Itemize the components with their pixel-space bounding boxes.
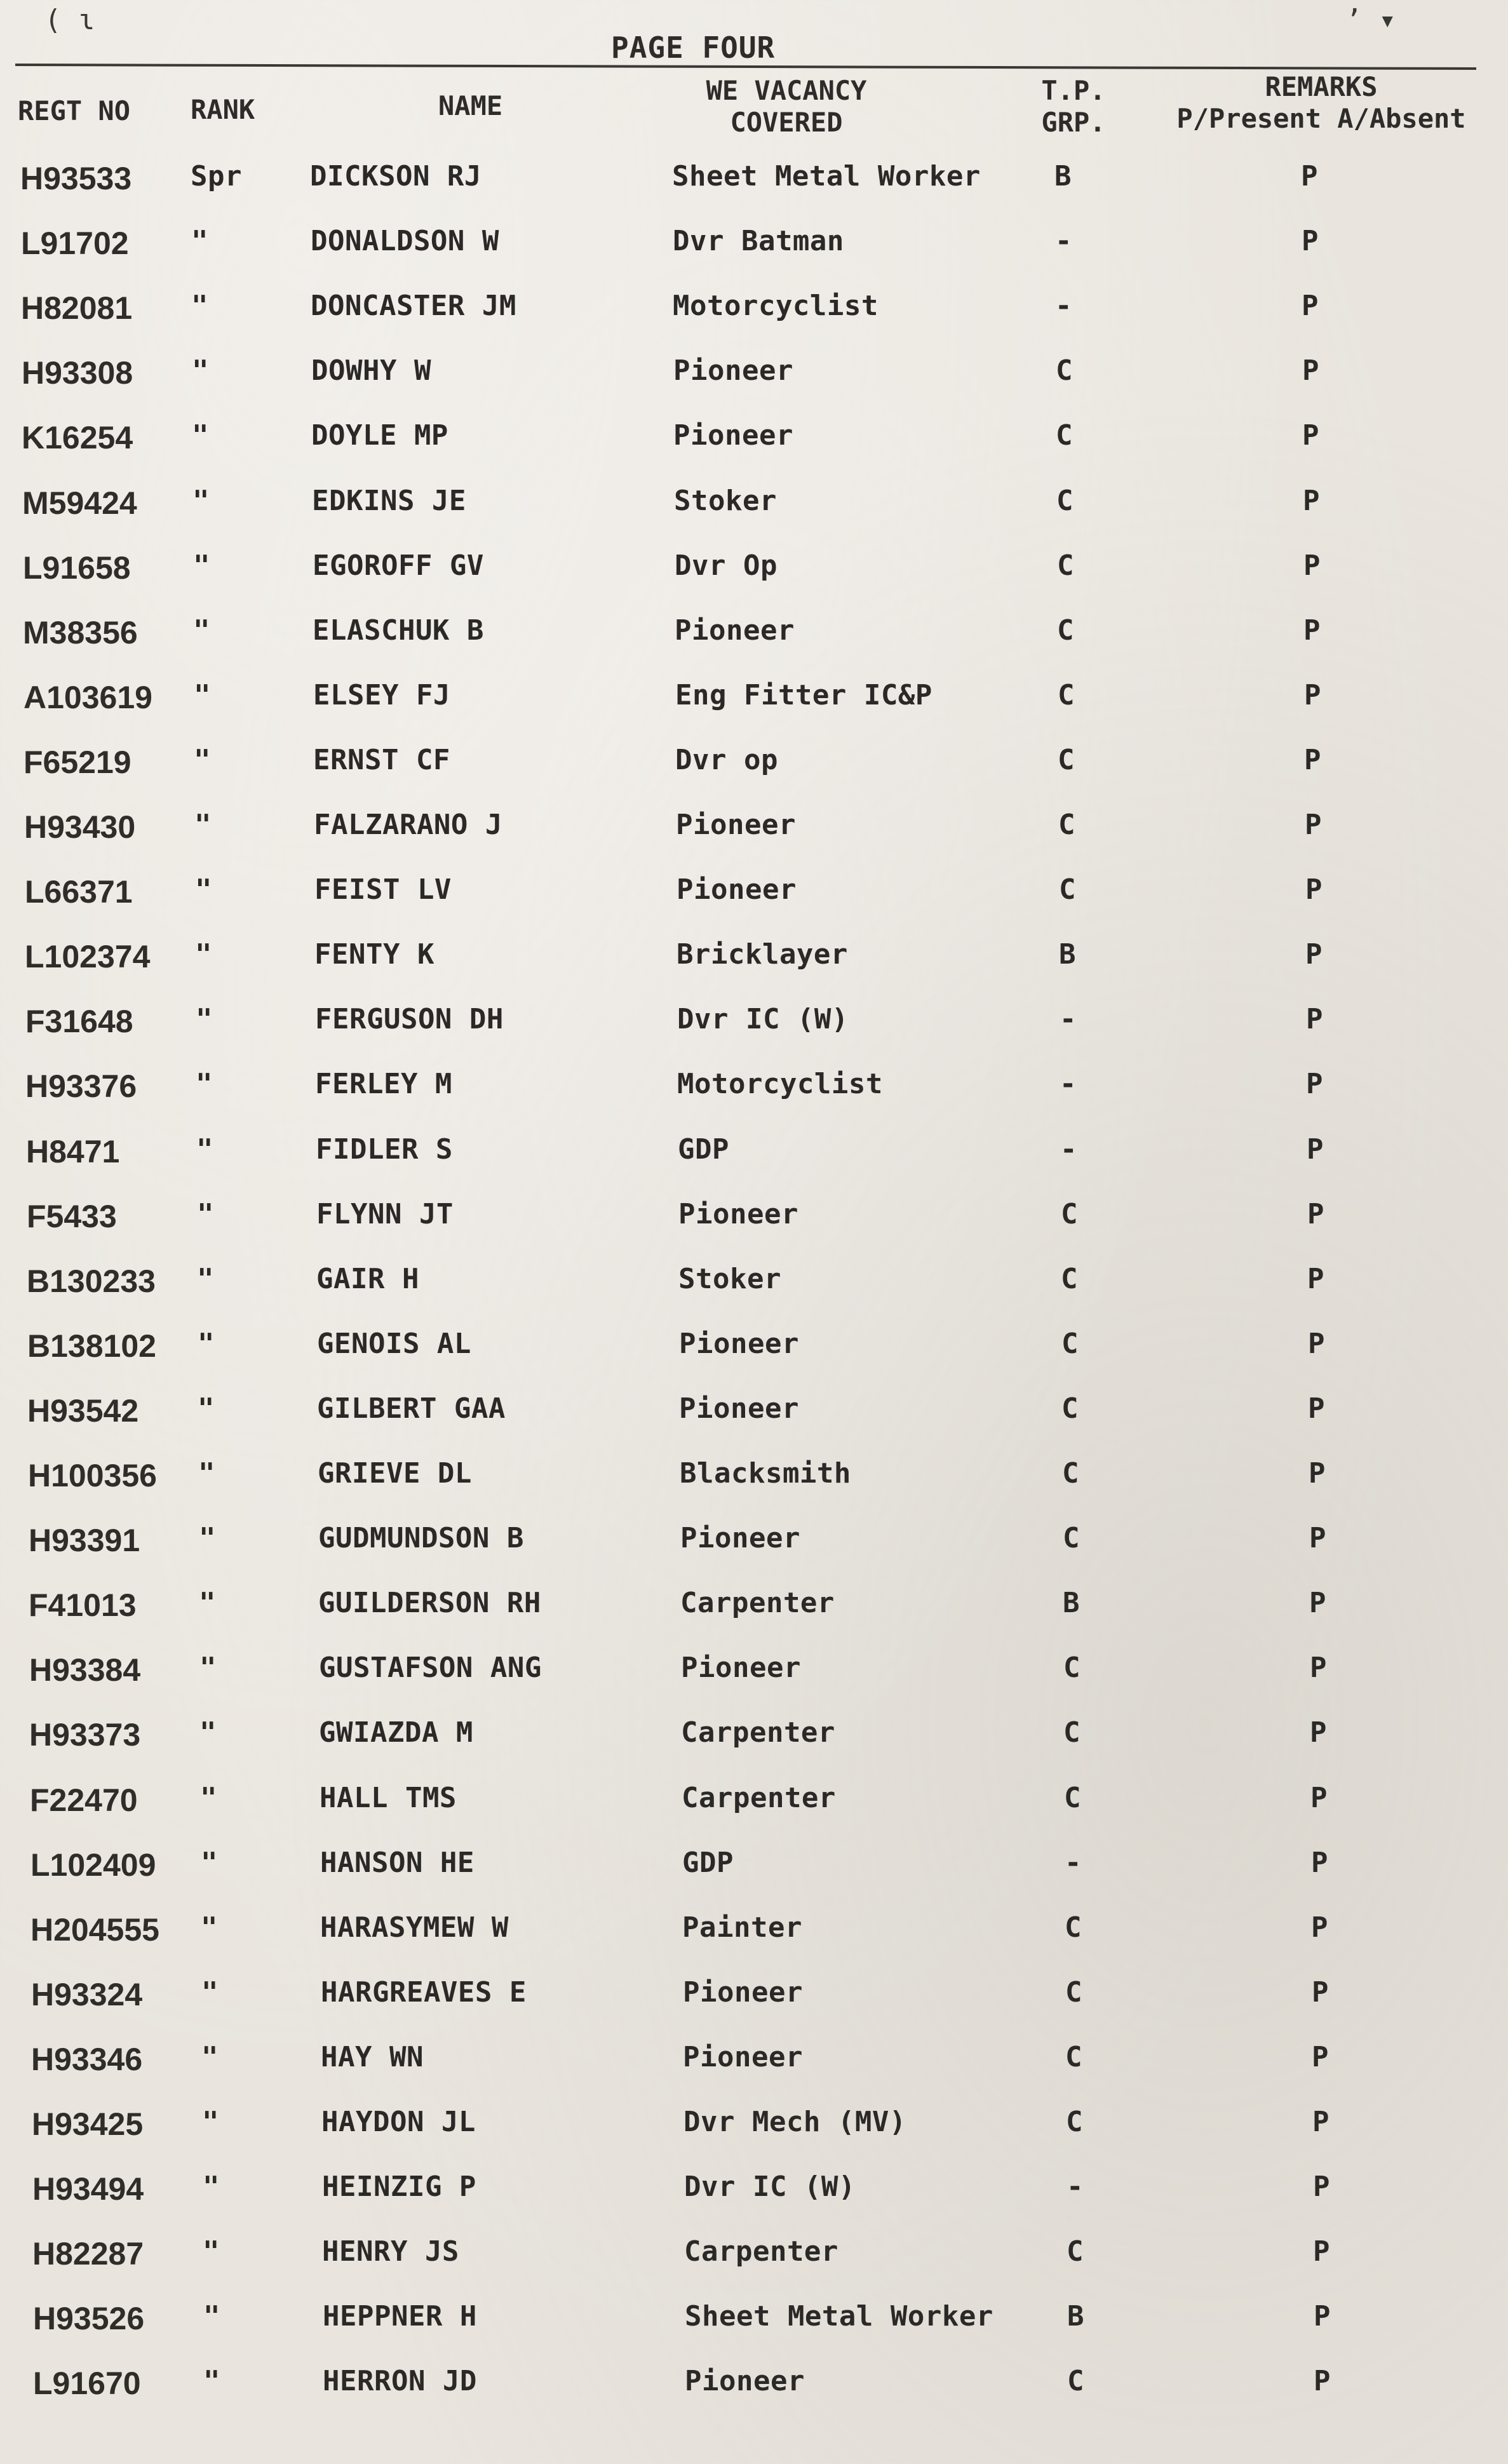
rank-cell: " <box>197 1198 214 1230</box>
remark-cell: P <box>1302 354 1319 387</box>
rank-cell: " <box>198 1328 215 1360</box>
vacancy-cell: Pioneer <box>680 1522 800 1554</box>
table-row <box>6 1198 1508 1255</box>
name-cell: FEIST LV <box>314 873 452 906</box>
remark-cell: P <box>1310 1652 1327 1684</box>
remark-cell: P <box>1313 2235 1330 2268</box>
remark-cell: P <box>1312 1976 1329 2009</box>
table-row <box>7 1328 1508 1385</box>
rank-cell: " <box>198 1392 215 1425</box>
name-cell: GUSTAFSON ANG <box>319 1652 542 1684</box>
rank-cell: " <box>203 2235 220 2268</box>
grp-cell: C <box>1065 1976 1082 2009</box>
grp-cell: C <box>1056 354 1073 387</box>
vacancy-cell: Bricklayer <box>677 938 848 971</box>
rank-cell: " <box>201 1976 219 2009</box>
remark-cell: P <box>1307 1198 1324 1230</box>
table-row <box>3 549 1508 607</box>
remark-cell: P <box>1312 2106 1330 2138</box>
table-row <box>10 1911 1508 1969</box>
table-row <box>11 1976 1508 2033</box>
remark-cell: P <box>1308 1328 1325 1360</box>
vacancy-cell: Carpenter <box>684 2235 838 2268</box>
table-row <box>2 485 1508 542</box>
header-regt-no: REGT NO <box>18 95 131 126</box>
remark-cell: P <box>1304 679 1321 711</box>
grp-cell: C <box>1061 1263 1078 1295</box>
grp-cell: C <box>1061 1392 1079 1425</box>
vacancy-cell: Painter <box>682 1911 802 1944</box>
table-row <box>0 160 1508 217</box>
table-row <box>4 809 1508 866</box>
remark-cell: P <box>1307 1133 1324 1166</box>
vacancy-cell: Pioneer <box>673 354 793 387</box>
vacancy-cell: Pioneer <box>676 809 796 841</box>
table-row <box>8 1457 1508 1514</box>
vacancy-cell: GDP <box>678 1133 729 1166</box>
regt-no-cell: A103619 <box>24 680 152 715</box>
rank-cell: " <box>191 225 208 257</box>
regt-no-cell: H93391 <box>29 1523 140 1558</box>
table-row <box>4 938 1508 995</box>
grp-cell: C <box>1063 1652 1081 1684</box>
name-cell: FALZARANO J <box>314 809 502 841</box>
vacancy-cell: Carpenter <box>680 1587 835 1619</box>
regt-no-cell: H93494 <box>32 2171 144 2207</box>
vacancy-cell: Pioneer <box>678 1198 798 1230</box>
name-cell: GAIR H <box>316 1263 419 1295</box>
name-cell: HENRY JS <box>322 2235 459 2268</box>
regt-no-cell: H93425 <box>32 2106 144 2142</box>
rank-cell: " <box>198 1457 215 1490</box>
rank-cell: " <box>193 549 210 582</box>
regt-no-cell: M59424 <box>22 485 137 521</box>
remark-cell: P <box>1305 938 1323 971</box>
vacancy-cell: Carpenter <box>682 1782 836 1814</box>
table-row <box>1 225 1508 282</box>
grp-cell: C <box>1056 419 1073 452</box>
header-grp-line2: GRP. <box>1041 107 1106 138</box>
name-cell: FENTY K <box>314 938 434 971</box>
rank-cell: " <box>203 2300 220 2333</box>
grp-cell: B <box>1059 938 1076 971</box>
name-cell: FERLEY M <box>315 1068 452 1100</box>
vacancy-cell: Dvr IC (W) <box>677 1003 849 1035</box>
rank-cell: " <box>202 2106 219 2138</box>
grp-cell: C <box>1057 549 1074 582</box>
rank-cell: " <box>199 1716 217 1749</box>
rank-cell: " <box>196 1003 213 1035</box>
regt-no-cell: H93430 <box>24 809 136 845</box>
regt-no-cell: L91670 <box>33 2366 141 2401</box>
name-cell: DONALDSON W <box>311 225 499 257</box>
vacancy-cell: Blacksmith <box>680 1457 851 1490</box>
table-row <box>8 1587 1508 1644</box>
regt-no-cell: F65219 <box>24 744 131 780</box>
regt-no-cell: B130233 <box>27 1263 156 1299</box>
name-cell: GRIEVE DL <box>318 1457 472 1490</box>
vacancy-cell: Sheet Metal Worker <box>685 2300 993 2333</box>
regt-no-cell: M38356 <box>23 615 138 650</box>
name-cell: GWIAZDA M <box>319 1716 473 1749</box>
name-cell: HARASYMEW W <box>320 1911 509 1944</box>
page-heading: PAGE FOUR <box>611 30 776 65</box>
rank-cell: " <box>195 938 212 971</box>
remark-cell: P <box>1307 1263 1324 1295</box>
regt-no-cell: L91702 <box>21 226 129 261</box>
grp-cell: - <box>1060 1003 1077 1035</box>
remark-cell: P <box>1302 225 1319 257</box>
header-remarks-line1: REMARKS <box>1265 71 1378 102</box>
regt-no-cell: H82287 <box>32 2236 144 2272</box>
table-row <box>9 1652 1508 1709</box>
vacancy-cell: Dvr Op <box>675 549 778 582</box>
grp-cell: C <box>1062 1457 1079 1490</box>
grp-cell: C <box>1059 873 1076 906</box>
remark-cell: P <box>1301 160 1318 192</box>
table-row <box>10 1847 1508 1904</box>
table-row <box>4 873 1508 931</box>
regt-no-cell: F22470 <box>30 1782 138 1818</box>
name-cell: DICKSON RJ <box>310 160 481 192</box>
regt-no-cell: H100356 <box>28 1458 157 1493</box>
grp-cell: B <box>1067 2300 1084 2333</box>
table-row <box>3 614 1508 671</box>
rank-cell: " <box>196 1133 213 1166</box>
rank-cell: " <box>192 485 210 517</box>
grp-cell: C <box>1058 809 1075 841</box>
vacancy-cell: Pioneer <box>683 1976 803 2009</box>
table-row <box>1 290 1508 347</box>
regt-no-cell: H93384 <box>29 1652 141 1688</box>
regt-no-cell: L102409 <box>30 1847 156 1883</box>
rank-cell: " <box>192 354 209 387</box>
table-row <box>10 1782 1508 1839</box>
grp-cell: C <box>1056 485 1074 517</box>
remark-cell: P <box>1306 1003 1323 1035</box>
table-row <box>13 2300 1508 2357</box>
rank-cell: " <box>192 419 209 452</box>
name-cell: HEPPNER H <box>323 2300 477 2333</box>
rank-cell: " <box>194 809 212 841</box>
table-row <box>9 1716 1508 1774</box>
name-cell: HERRON JD <box>323 2365 477 2397</box>
remark-cell: P <box>1313 2171 1330 2203</box>
name-cell: GUDMUNDSON B <box>318 1522 524 1554</box>
vacancy-cell: Sheet Metal Worker <box>672 160 981 192</box>
rank-cell: " <box>199 1652 217 1684</box>
regt-no-cell: F5433 <box>27 1199 117 1234</box>
rank-cell: " <box>203 2171 220 2203</box>
vacancy-cell: Pioneer <box>681 1652 801 1684</box>
grp-cell: C <box>1066 2106 1083 2138</box>
table-row <box>7 1392 1508 1450</box>
vacancy-cell: Pioneer <box>675 614 795 647</box>
name-cell: DONCASTER JM <box>311 290 516 322</box>
regt-no-cell: H8471 <box>26 1134 120 1169</box>
table-row <box>3 679 1508 736</box>
remark-cell: P <box>1302 290 1319 322</box>
name-cell: EGOROFF GV <box>313 549 484 582</box>
vacancy-cell: Motorcyclist <box>677 1068 883 1100</box>
remark-cell: P <box>1308 1392 1325 1425</box>
table-row <box>12 2171 1508 2228</box>
grp-cell: C <box>1067 2235 1084 2268</box>
grp-cell: - <box>1060 1068 1077 1100</box>
regt-no-cell: B138102 <box>27 1328 156 1364</box>
remark-cell: P <box>1312 2041 1329 2073</box>
remark-cell: P <box>1310 1782 1328 1814</box>
rank-cell: " <box>194 744 211 776</box>
header-remarks-line2: P/Present A/Absent <box>1176 103 1466 135</box>
name-cell: GENOIS AL <box>317 1328 471 1360</box>
rank-cell: " <box>195 873 212 906</box>
table-row <box>11 2041 1508 2098</box>
regt-no-cell: F41013 <box>29 1587 137 1623</box>
remark-cell: P <box>1309 1587 1326 1619</box>
name-cell: DOYLE MP <box>311 419 448 452</box>
rank-cell: Spr <box>191 160 242 192</box>
regt-no-cell: H93526 <box>33 2301 145 2336</box>
regt-no-cell: H204555 <box>30 1912 159 1948</box>
name-cell: FLYNN JT <box>316 1198 454 1230</box>
rank-cell: " <box>199 1522 216 1554</box>
vacancy-cell: Stoker <box>674 485 777 517</box>
grp-cell: - <box>1065 1847 1082 1879</box>
table-row <box>13 2365 1508 2422</box>
vacancy-cell: Pioneer <box>683 2041 803 2073</box>
header-vacancy-line2: COVERED <box>730 107 843 138</box>
table-row <box>1 354 1508 412</box>
grp-cell: - <box>1060 1133 1077 1166</box>
regt-no-cell: H82081 <box>21 290 133 326</box>
corner-mark-left: ( ɩ <box>44 4 95 36</box>
vacancy-cell: Pioneer <box>679 1392 799 1425</box>
rank-cell: " <box>191 290 208 322</box>
remark-cell: P <box>1310 1716 1327 1749</box>
regt-no-cell: L66371 <box>25 874 133 910</box>
name-cell: HAY WN <box>321 2041 424 2073</box>
vacancy-cell: Pioneer <box>685 2365 805 2397</box>
regt-no-cell: F31648 <box>25 1004 133 1039</box>
table-row <box>8 1522 1508 1579</box>
grp-cell: C <box>1063 1716 1081 1749</box>
name-cell: EDKINS JE <box>312 485 466 517</box>
rank-cell: " <box>201 2041 219 2073</box>
vacancy-cell: Motorcyclist <box>673 290 879 322</box>
grp-cell: C <box>1067 2365 1084 2397</box>
name-cell: FIDLER S <box>316 1133 453 1166</box>
name-cell: DOWHY W <box>311 354 431 387</box>
name-cell: HARGREAVES E <box>321 1976 527 2009</box>
header-remarks <box>1176 71 1465 135</box>
grp-cell: C <box>1058 679 1075 711</box>
remark-cell: P <box>1305 809 1322 841</box>
remark-cell: P <box>1309 1457 1326 1490</box>
table-row <box>6 1263 1508 1320</box>
remark-cell: P <box>1309 1522 1326 1554</box>
name-cell: ELASCHUK B <box>313 614 484 647</box>
vacancy-cell: Carpenter <box>681 1716 835 1749</box>
table-row <box>6 1133 1508 1190</box>
vacancy-cell: Pioneer <box>673 419 793 452</box>
grp-cell: - <box>1067 2171 1084 2203</box>
remark-cell: P <box>1302 419 1319 452</box>
remark-cell: P <box>1314 2300 1331 2333</box>
header-vacancy <box>706 75 867 139</box>
regt-no-cell: H93533 <box>20 161 132 196</box>
rank-cell: " <box>194 679 211 711</box>
grp-cell: C <box>1061 1328 1079 1360</box>
remark-cell: P <box>1306 1068 1323 1100</box>
regt-no-cell: H93346 <box>31 2042 143 2077</box>
vacancy-cell: Eng Fitter IC&P <box>675 679 932 711</box>
regt-no-cell: L91658 <box>23 550 131 586</box>
vacancy-cell: Stoker <box>678 1263 781 1295</box>
grp-cell: C <box>1065 1911 1082 1944</box>
header-rank: RANK <box>191 94 255 125</box>
regt-no-cell: H93542 <box>27 1393 139 1429</box>
header-grp <box>1041 75 1105 139</box>
regt-no-cell: L102374 <box>25 939 151 974</box>
header-vacancy-line1: WE VACANCY <box>706 75 867 106</box>
grp-cell: C <box>1064 1782 1081 1814</box>
grp-cell: C <box>1063 1522 1080 1554</box>
regt-no-cell: K16254 <box>22 420 133 455</box>
header-grp-line1: T.P. <box>1041 75 1106 106</box>
remark-cell: P <box>1311 1911 1328 1944</box>
grp-cell: C <box>1058 744 1075 776</box>
regt-no-cell: H93324 <box>31 1977 143 2012</box>
name-cell: HAYDON JL <box>321 2106 476 2138</box>
vacancy-cell: Pioneer <box>679 1328 799 1360</box>
rank-cell: " <box>201 1847 218 1879</box>
vacancy-cell: Dvr Mech (MV) <box>683 2106 906 2138</box>
remark-cell: P <box>1314 2365 1331 2397</box>
grp-cell: C <box>1065 2041 1082 2073</box>
grp-cell: - <box>1055 225 1072 257</box>
header-name: NAME <box>438 90 503 121</box>
vacancy-cell: Pioneer <box>677 873 797 906</box>
name-cell: ELSEY FJ <box>313 679 450 711</box>
remark-cell: P <box>1311 1847 1328 1879</box>
grp-cell: C <box>1057 614 1074 647</box>
remark-cell: P <box>1304 744 1321 776</box>
table-row <box>1 419 1508 476</box>
rank-cell: " <box>200 1782 217 1814</box>
remark-cell: P <box>1303 485 1320 517</box>
regt-no-cell: H93308 <box>22 355 133 391</box>
name-cell: HALL TMS <box>320 1782 457 1814</box>
table-row <box>5 1003 1508 1060</box>
rank-cell: " <box>199 1587 216 1619</box>
regt-no-cell: H93373 <box>29 1717 141 1753</box>
table-row <box>11 2106 1508 2163</box>
grp-cell: B <box>1063 1587 1080 1619</box>
vacancy-cell: GDP <box>682 1847 734 1879</box>
remark-cell: P <box>1303 549 1321 582</box>
name-cell: GUILDERSON RH <box>318 1587 541 1619</box>
vacancy-cell: Dvr IC (W) <box>684 2171 856 2203</box>
remark-cell: P <box>1303 614 1321 647</box>
name-cell: ERNST CF <box>313 744 450 776</box>
grp-cell: C <box>1061 1198 1078 1230</box>
rank-cell: " <box>201 1911 218 1944</box>
remark-cell: P <box>1305 873 1323 906</box>
name-cell: GILBERT GAA <box>317 1392 506 1425</box>
table-row <box>12 2235 1508 2292</box>
grp-cell: B <box>1054 160 1072 192</box>
vacancy-cell: Dvr Batman <box>673 225 844 257</box>
table-row <box>3 744 1508 801</box>
corner-mark-right: ʼ ▾ <box>1345 4 1396 36</box>
name-cell: HEINZIG P <box>322 2171 476 2203</box>
rank-cell: " <box>203 2365 220 2397</box>
table-row <box>5 1068 1508 1125</box>
name-cell: FERGUSON DH <box>315 1003 504 1035</box>
rank-cell: " <box>197 1263 214 1295</box>
regt-no-cell: H93376 <box>25 1068 137 1104</box>
rank-cell: " <box>196 1068 213 1100</box>
vacancy-cell: Dvr op <box>675 744 778 776</box>
rank-cell: " <box>193 614 210 647</box>
grp-cell: - <box>1055 290 1072 322</box>
name-cell: HANSON HE <box>320 1847 475 1879</box>
